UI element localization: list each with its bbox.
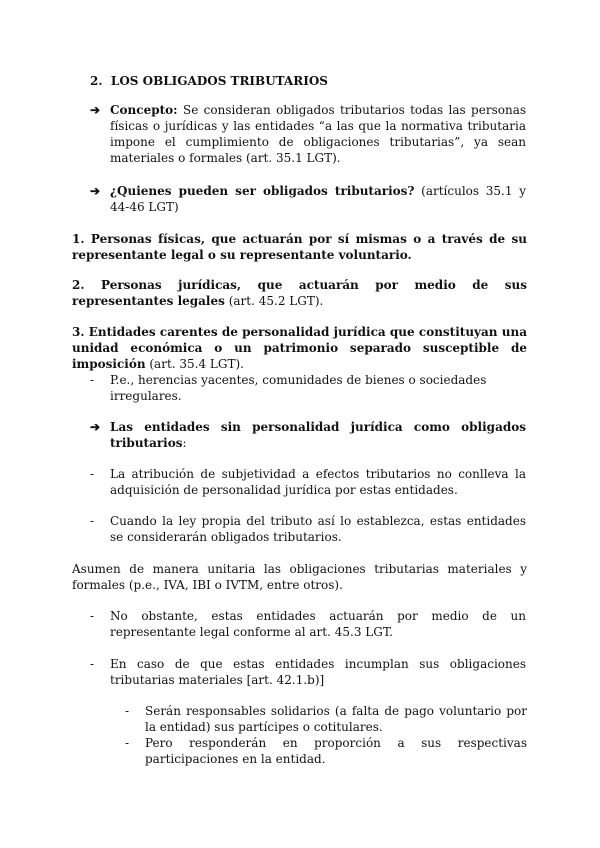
section-heading (90, 73, 510, 89)
list-item (90, 372, 526, 404)
bullet-text: La atribución de subjetividad a efectos tributarios no conlleva la adquisición de personalidad jurídica por estas entidades. (110, 467, 526, 497)
list-item (90, 513, 526, 545)
bullet-text: En caso de que estas entidades incumplan sus obligaciones tributarias materiales [art. 42.1.b)] (110, 657, 526, 687)
section-title: LOS OBLIGADOS TRIBUTARIOS (110, 74, 328, 88)
section-number: 2. (90, 74, 103, 88)
item-entidades-carentes (72, 324, 527, 372)
concepto-text: Se consideran obligados tributarios todas las personas físicas o jurídicas y las entidades “a las que la normativa tributaria impone el cumplimiento de obligaciones tributarias”, ya sean materiales o formales (art. 35.1 LGT). (110, 103, 526, 165)
item3-bold: 3. Entidades carentes de personalidad jurídica que constituyan una unidad económica o un patrimonio separado susceptible de imposición (72, 325, 527, 371)
arrow-icon: ➔ (90, 103, 101, 117)
dash-icon: - (90, 657, 95, 671)
list-item (90, 656, 526, 688)
sub-bullet-text: Serán responsables solidarios (a falta de pago voluntario por la entidad) sus partícipes o cotitulares. (145, 704, 527, 734)
item3-sub: P.e., herencias yacentes, comunidades de bienes o sociedades irregulares. (110, 373, 487, 403)
quienes-label: ¿Quienes pueden ser obligados tributarios? (110, 184, 415, 198)
item2-bold: 2. Personas jurídicas, que actuarán por medio de sus representantes legales (72, 278, 527, 308)
list-item (90, 466, 526, 498)
dash-icon: - (125, 736, 130, 750)
arrow-icon: ➔ (90, 420, 101, 434)
dash-icon: - (90, 514, 95, 528)
sub-bullet-text: Pero responderán en proporción a sus respectivas participaciones en la entidad. (145, 736, 527, 766)
concepto-paragraph (90, 102, 526, 166)
sub-list-item (125, 735, 527, 767)
dash-icon: - (125, 704, 130, 718)
quienes-paragraph (90, 183, 526, 215)
list-item (90, 608, 526, 640)
bullet-text: Cuando la ley propia del tributo así lo establezca, estas entidades se considerarán obligados tributarios. (110, 514, 526, 544)
dash-icon: - (90, 373, 95, 387)
entidades-label: Las entidades sin personalidad jurídica como obligados tributarios (110, 420, 526, 450)
asumen-paragraph: Asumen de manera unitaria las obligaciones tributarias materiales y formales (p.e., IVA, IBI o IVTM, entre otros). (72, 562, 527, 592)
item3-text: (art. 35.4 LGT). (145, 357, 244, 371)
item2-text: (art. 45.2 LGT). (224, 294, 324, 308)
arrow-icon: ➔ (90, 184, 101, 198)
sub-list-item (125, 703, 527, 735)
concepto-label: Concepto: (110, 103, 178, 117)
item-personas-fisicas: 1. Personas físicas, que actuarán por sí mismas o a través de su representante legal o su representante voluntario. (72, 232, 527, 262)
dash-icon: - (90, 467, 95, 481)
entidades-paragraph (90, 419, 526, 451)
quienes-text: (artículos 35.1 y 44-46 LGT) (110, 184, 526, 214)
dash-icon: - (90, 609, 95, 623)
bullet-text: No obstante, estas entidades actuarán por medio de un representante legal conforme al art. 45.3 LGT. (110, 609, 526, 639)
item-personas-juridicas (72, 277, 527, 309)
entidades-colon: : (182, 436, 187, 450)
